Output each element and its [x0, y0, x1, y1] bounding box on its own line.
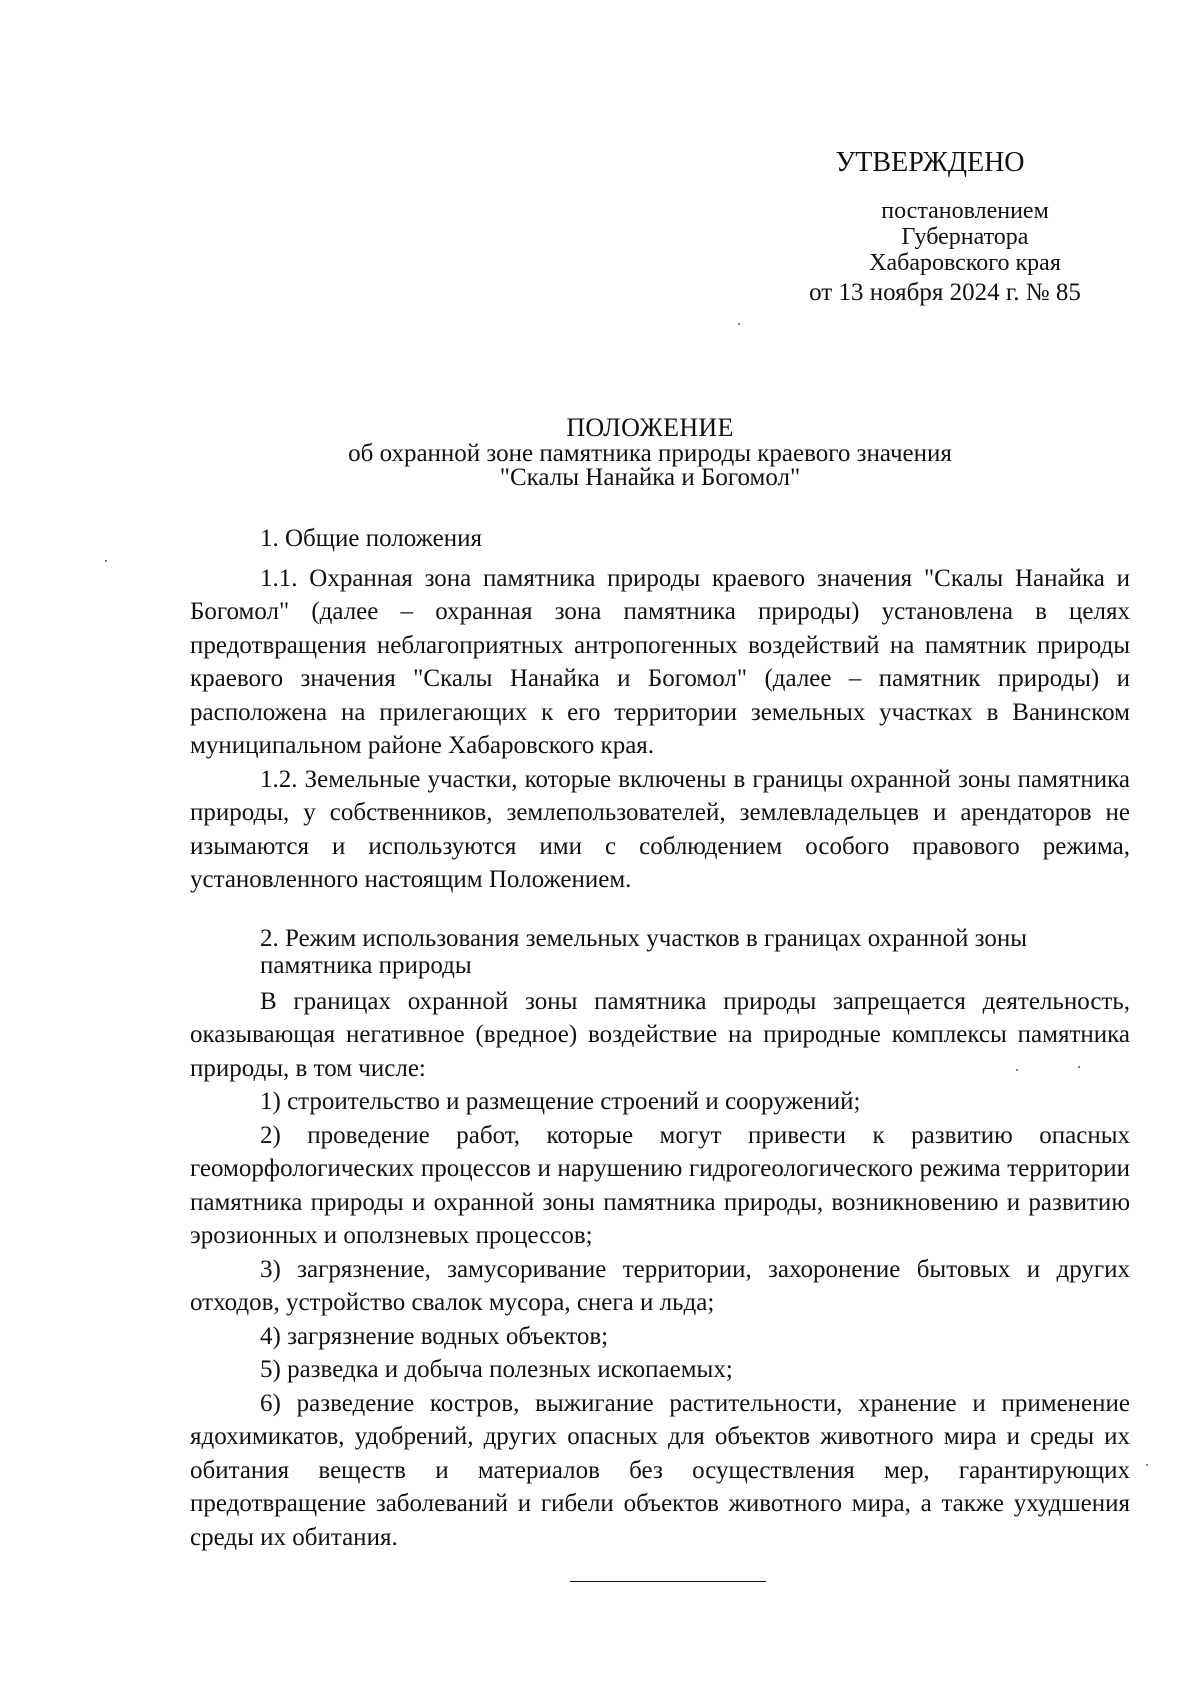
document-body	[190, 522, 1130, 1554]
approval-stamp: УТВЕРЖДЕНО	[835, 147, 1025, 178]
list-item: 6) разведение костров, выжигание растительности, хранение и применение ядохимикатов, удобрений, других опасных для объектов животного мира и среды их обитания веществ и материалов без осуществления мер, гарантирующих предотвращение заболеваний и гибели объектов животного мира, а также ухудшения среды их обитания.	[190, 1389, 1130, 1551]
document-subtitle-2: "Скалы Нанайка и Богомол"	[499, 464, 801, 491]
scan-speck	[738, 323, 740, 325]
list-item: 5) разведка и добыча полезных ископаемых;	[260, 1356, 733, 1383]
section-2-heading: 2. Режим использования земельных участков в границах охранной зоны памятника природы	[260, 924, 1028, 979]
list-item: 4) загрязнение водных объектов;	[260, 1322, 609, 1350]
document-title-block	[200, 413, 1100, 491]
end-divider	[570, 1581, 766, 1582]
approval-line-1: постановлением	[881, 198, 1049, 224]
paragraph-1-2: 1.2. Земельные участки, которые включены в границы охранной зоны памятника природы, у собственников, землепользователей, землевладельцев и арендаторов не изымаются и используются ими с соблюдением особого правового режима, установленного настоящим Положением.	[190, 765, 1130, 893]
approval-block	[800, 147, 1130, 306]
list-item: 1) строительство и размещение строений и сооружений;	[260, 1088, 861, 1115]
document-title: ПОЛОЖЕНИЕ	[566, 413, 734, 442]
section-1-heading: 1. Общие положения	[260, 525, 482, 552]
document-subtitle-1: об охранной зоне памятника природы краевого значения	[348, 440, 952, 467]
approval-date-line: от 13 ноября 2024 г. № 85	[809, 279, 1081, 306]
scan-speck	[1016, 1069, 1018, 1071]
scan-speck	[1146, 1464, 1148, 1466]
scan-speck	[1078, 1066, 1080, 1068]
list-item: 3) загрязнение, замусоривание территории, захоронение бытовых и других отходов, устройство свалок мусора, снега и льда;	[190, 1255, 1130, 1316]
approval-line-3: Хабаровского края	[869, 250, 1061, 276]
paragraph-1-1: 1.1. Охранная зона памятника природы краевого значения "Скалы Нанайка и Богомол" (далее – охранная зона памятника природы) установлена в целях предотвращения неблагоприятных антропогенных воздействий на памятник природы краевого значения "Скалы Нанайка и Богомол" (далее – памятник природы) и расположена на прилегающих к его территории земельных участках в Ванинском муниципальном районе Хабаровского края.	[190, 564, 1130, 759]
list-item: 2) проведение работ, которые могут привести к развитию опасных геоморфологических процессов и нарушению гидрогеологического режима территории памятника природы и охранной зоны памятника природы, возникновению и развитию эрозионных и оползневых процессов;	[190, 1121, 1130, 1249]
approval-line-2: Губернатора	[901, 224, 1029, 250]
scan-speck	[105, 560, 107, 562]
section-2-intro: В границах охранной зоны памятника природы запрещается деятельность, оказывающая негативное (вредное) воздействие на природные комплексы памятника природы, в том числе:	[190, 987, 1130, 1082]
